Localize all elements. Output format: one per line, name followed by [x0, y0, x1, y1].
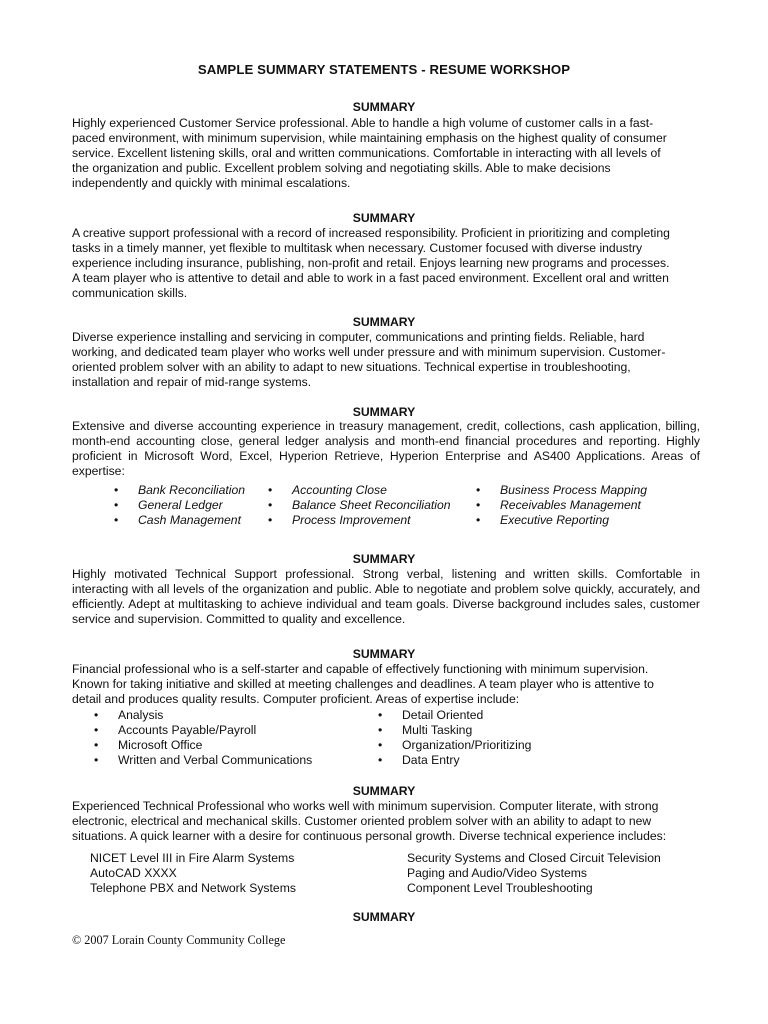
expertise-list [138, 483, 245, 528]
list-item: • Organization/Prioritizing [402, 738, 531, 753]
section-heading: SUMMARY [352, 100, 416, 114]
section-heading: SUMMARY [352, 211, 416, 225]
summary-paragraph: Diverse experience installing and servicing in computer, communications and printing fields. Reliable, hard working, and dedicated team player who works well under pressure and with minimum supervision. Customer- oriented problem solver with an ability to adapt to new situations. Technical expertise in troubleshooting, installation and repair of mid-range systems. [72, 330, 666, 389]
list-item: • Bank Reconciliation [138, 483, 245, 498]
list-item: • Multi Tasking [402, 723, 531, 738]
list-item: • Business Process Mapping [500, 483, 647, 498]
section-heading: SUMMARY [352, 784, 416, 798]
expertise-list [118, 708, 312, 768]
list-item: • Executive Reporting [500, 513, 647, 528]
section-heading: SUMMARY [352, 552, 416, 566]
expertise-list [402, 708, 531, 768]
section-heading: SUMMARY [352, 405, 416, 419]
list-item: • Analysis [118, 708, 312, 723]
list-item: NICET Level III in Fire Alarm Systems [90, 851, 295, 865]
list-item: • Written and Verbal Communications [118, 753, 312, 768]
expertise-list [292, 483, 451, 528]
list-item: Security Systems and Closed Circuit Television [407, 851, 661, 865]
summary-paragraph: Extensive and diverse accounting experience in treasury management, credit, collections, cash application, billing, month-end accounting close, general ledger analysis and month-end financial procedures and reporting. Highly proficient in Microsoft Word, Excel, Hyperion Retrieve, Hyperion Enterprise and AS400 Applications. Areas of expertise: [72, 419, 700, 478]
list-item: • Cash Management [138, 513, 245, 528]
experience-list [90, 851, 296, 896]
list-item: Component Level Troubleshooting [407, 881, 593, 895]
list-item: • Accounting Close [292, 483, 451, 498]
document-title: SAMPLE SUMMARY STATEMENTS - RESUME WORKSHOP [197, 62, 571, 77]
list-item: • General Ledger [138, 498, 245, 513]
list-item: Telephone PBX and Network Systems [90, 881, 296, 895]
list-item: • Data Entry [402, 753, 531, 768]
summary-paragraph: Highly experienced Customer Service professional. Able to handle a high volume of customer calls in a fast- paced environment, with minimum supervision, while maintaining emphasis on the highest quality of consumer service. Excellent listening skills, oral and written communications. Comfortable in interacting with all levels of the organization and public. Excellent problem solving and negotiating skills. Able to make decisions independently and quickly with minimal escalations. [72, 116, 667, 190]
experience-list [407, 851, 661, 896]
list-item: • Accounts Payable/Payroll [118, 723, 312, 738]
section-heading: SUMMARY [352, 647, 416, 661]
list-item: • Receivables Management [500, 498, 647, 513]
section-heading: SUMMARY [352, 910, 416, 924]
list-item: • Balance Sheet Reconciliation [292, 498, 451, 513]
summary-paragraph: Highly motivated Technical Support professional. Strong verbal, listening and written skills. Comfortable in interacting with all levels of the organization and public. Able to negotiate and problem solve quickly, accurately, and efficiently. Adept at multitasking to achieve individual and team goals. Diverse background includes sales, customer service and supervision. Committed to quality and excellence. [72, 567, 700, 626]
list-item: • Process Improvement [292, 513, 451, 528]
list-item: • Detail Oriented [402, 708, 531, 723]
expertise-list [500, 483, 647, 528]
section-heading: SUMMARY [352, 315, 416, 329]
list-item: Paging and Audio/Video Systems [407, 866, 588, 880]
summary-paragraph: Financial professional who is a self-starter and capable of effectively functioning with minimum supervision. Known for taking initiative and skilled at meeting challenges and deadlines. A team player who is attentive to detail and produces quality results. Computer proficient. Areas of expertise include: [72, 662, 654, 706]
list-item: AutoCAD XXXX [90, 866, 177, 880]
summary-paragraph: Experienced Technical Professional who works well with minimum supervision. Computer literate, with strong electronic, electrical and mechanical skills. Customer oriented problem solver with an ability to adapt to new situations. A quick learner with a desire for continuous personal growth. Diverse technical experience includes: [72, 799, 667, 843]
copyright-footer: © 2007 Lorain County Community College [72, 933, 286, 947]
summary-paragraph: A creative support professional with a record of increased responsibility. Proficient in prioritizing and completing tasks in a timely manner, yet flexible to multitask when necessary. Customer focused with diverse industry experience including insurance, publishing, non-profit and retail. Enjoys learning new programs and processes. A team player who is attentive to detail and able to work in a fast paced environment. Excellent oral and written communication skills. [72, 226, 670, 300]
list-item: • Microsoft Office [118, 738, 312, 753]
